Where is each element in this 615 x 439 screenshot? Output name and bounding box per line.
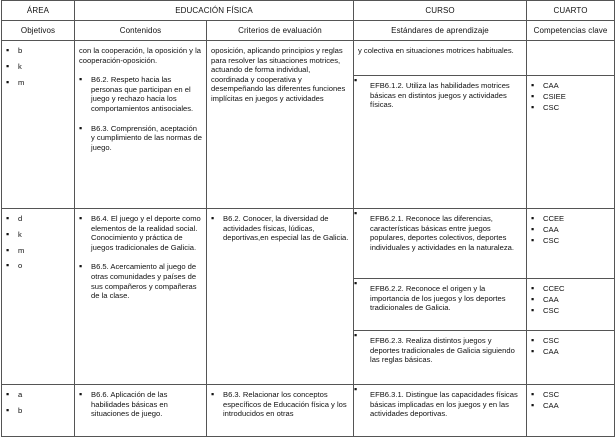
objetivo-item: ▪ o: [6, 261, 70, 271]
header-row-main: [2, 1, 615, 21]
criterio-cell: [207, 385, 354, 437]
header-competencias: Competencias clave: [527, 21, 615, 41]
estandar-item: ▪ EFB6.1.2. Utiliza las habilidades motrices básicas en distintos juegos y actividades físicas.: [354, 76, 526, 114]
competencias-group: [527, 331, 614, 362]
contenido-item: ▪ B6.4. El juego y el deporte como elementos de la realidad social. Conocimiento y práctica de juegos tradicionales de Galicia.: [79, 214, 202, 252]
contenido-item: ▪ B6.3. Comprensión, aceptación y cumplimiento de las normas de juego.: [79, 124, 202, 153]
header-estandares: Estándares de aprendizaje: [354, 21, 527, 41]
contenidos-cell: [75, 209, 207, 385]
objetivos-cell: [2, 385, 75, 437]
estandares-cell: [354, 209, 527, 385]
competencia-item: ▪ CAA: [531, 401, 610, 411]
competencias-cell: [527, 385, 615, 437]
contenidos-cell: [75, 41, 207, 209]
competencias-cell: [527, 209, 615, 385]
header-subject: EDUCACIÓN FÍSICA: [75, 1, 354, 21]
competencias-group: [527, 76, 614, 119]
estandar-item: ▪ EFB6.2.3. Realiza distintos juegos y deportes tradicionales de Galicia siguiendo las reglas básicas.: [354, 331, 526, 369]
competencias-group: [527, 279, 614, 331]
contenido-item: con la cooperación, la oposición y la cooperación-oposición.: [79, 46, 201, 65]
contenido-item: ▪ B6.6. Aplicación de las habilidades básicas en situaciones de juego.: [79, 390, 202, 419]
header-course-label: CURSO: [354, 1, 527, 21]
objetivo-item: ▪ k: [6, 62, 70, 72]
criterio-cell: [207, 41, 354, 209]
competencia-item: ▪ CSC: [531, 103, 610, 113]
table-row: [2, 41, 615, 209]
estandares-cell: [354, 41, 527, 209]
estandar-item: ▪ EFB6.3.1. Distingue las capacidades físicas básicas implicadas en los juegos y en las actividades deportivas.: [354, 385, 526, 423]
table-row: [2, 209, 615, 385]
estandar-item: y colectiva en situaciones motrices habituales.: [354, 41, 526, 76]
competencias-group: [527, 209, 614, 279]
criterio-cell: [207, 209, 354, 385]
header-row-columns: [2, 21, 615, 41]
objetivos-cell: [2, 41, 75, 209]
objetivos-cell: [2, 209, 75, 385]
objetivo-item: ▪ m: [6, 78, 70, 88]
competencia-item: ▪ CSC: [531, 236, 610, 246]
objetivo-item: ▪ d: [6, 214, 70, 224]
criterio-text: ▪ B6.2. Conocer, la diversidad de actividades físicas, lúdicas, deportivas,en especial las de Galicia.: [211, 214, 349, 243]
competencia-item: ▪ CSC: [531, 390, 610, 400]
objetivo-item: ▪ a: [6, 390, 70, 400]
competencias-group: [527, 385, 614, 416]
criterio-text: ▪ B6.3. Relacionar los conceptos específicos de Educación física y los introducidos en otras: [211, 390, 349, 419]
header-objetivos: Objetivos: [2, 21, 75, 41]
competencia-item: ▪ CSC: [531, 336, 610, 346]
competencias-cell: [527, 41, 615, 209]
objetivo-item: ▪ b: [6, 46, 70, 56]
header-criterios: Criterios de evaluación: [207, 21, 354, 41]
competencia-item: ▪ CAA: [531, 347, 610, 357]
estandar-item: ▪ EFB6.2.2. Reconoce el origen y la importancia de los juegos y los deportes tradicionales de Galicia.: [354, 279, 526, 331]
contenidos-cell: [75, 385, 207, 437]
competencia-item: ▪ CAA: [531, 295, 610, 305]
contenido-item: ▪ B6.2. Respeto hacia las personas que participan en el juego y rechazo hacia los comportamientos antisociales.: [79, 75, 202, 113]
header-area: ÁREA: [2, 1, 75, 21]
estandar-item: ▪ EFB6.2.1. Reconoce las diferencias, características básicas entre juegos populares, deportes colectivos, deportes individuales y actividades en la naturaleza.: [354, 209, 526, 279]
competencias-group: [527, 41, 614, 76]
competencia-item: ▪ CCEE: [531, 214, 610, 224]
competencia-item: ▪ CAA: [531, 81, 610, 91]
objetivo-item: ▪ k: [6, 230, 70, 240]
curriculum-table: [1, 0, 615, 437]
header-course-value: CUARTO: [527, 1, 615, 21]
estandares-cell: [354, 385, 527, 437]
competencia-item: ▪ CSC: [531, 306, 610, 316]
competencia-item: ▪ CSIEE: [531, 92, 610, 102]
competencia-item: ▪ CCEC: [531, 284, 610, 294]
table-row: [2, 385, 615, 437]
contenido-item: ▪ B6.5. Acercamiento al juego de otras comunidades y países de sus compañeros y compañeras de la clase.: [79, 262, 202, 300]
objetivo-item: ▪ m: [6, 246, 70, 256]
objetivo-item: ▪ b: [6, 406, 70, 416]
header-contenidos: Contenidos: [75, 21, 207, 41]
competencia-item: ▪ CAA: [531, 225, 610, 235]
criterio-text: oposición, aplicando principios y reglas para resolver las situaciones motrices, actuando de forma individual, coordinada y cooperativa y desempeñando las diferentes funciones implícitas en juegos y actividades: [211, 46, 346, 103]
